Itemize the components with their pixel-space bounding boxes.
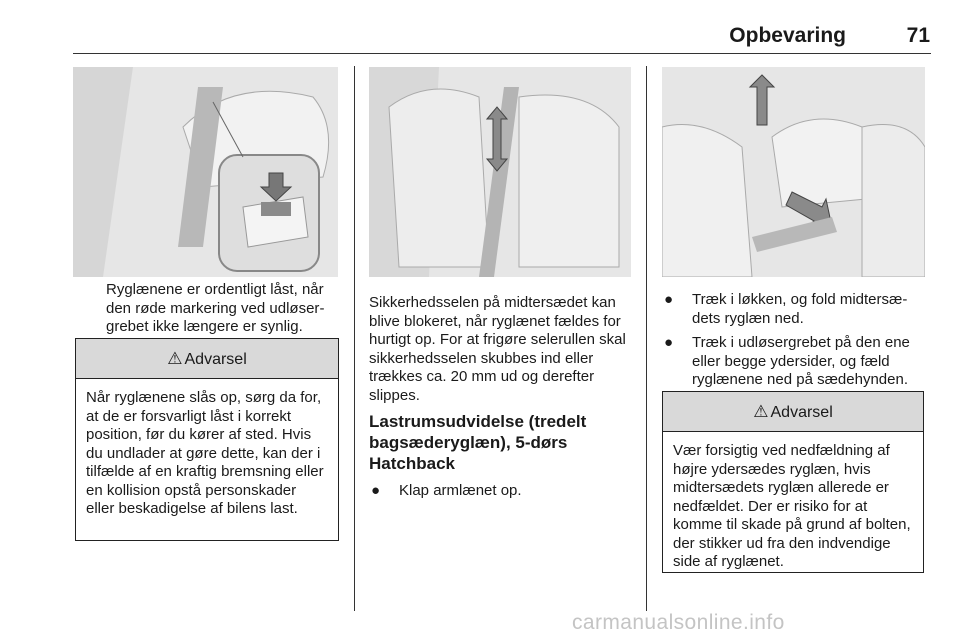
illustration-fold-seatbacks	[662, 67, 925, 277]
warning-body-2: Vær forsigtig ved nedfældning af højre ydersædes ryglæn, hvis midtersædets ryglæn allerede er nedfældet. Der er risiko for at komme til skade på grund af bolten, der stikker ud fra den indvendige side af ryglænet.	[673, 442, 911, 570]
list-item-text: Træk i udløsergrebet på den ene eller begge ydersider, og fæld ryglænene ned på sædehynden.	[692, 334, 910, 388]
list-item-text: Klap armlænet op.	[399, 482, 522, 499]
bullet-icon: ●	[664, 334, 674, 351]
body-paragraph: Sikkerhedsselen på midtersædet kan blive blokeret, når ryglænet fældes for hurtigt op. For at frigøre selerullen skal sikkerhedsselen skubbes ind eller trækkes ca. 20 mm ud og derefter slippes.	[369, 294, 626, 404]
column-divider-1	[354, 66, 355, 611]
page-number: 71	[906, 24, 930, 47]
warning-box-2	[662, 391, 924, 573]
column-divider-2	[646, 66, 647, 611]
list-item	[664, 334, 926, 392]
bullet-icon: ●	[664, 291, 674, 308]
watermark-text: carmanualsonline.info	[572, 611, 785, 634]
section-title: Opbevaring	[729, 24, 846, 47]
list-item-text: Træk i løkken, og fold midtersædets ryglæn ned.	[692, 291, 908, 327]
warning-box-1	[75, 338, 339, 541]
warning-title-1: Advarsel	[184, 351, 247, 368]
illustration-seat-release-indicator	[73, 67, 338, 277]
section-heading: Lastrumsudvidelse (tredelt bagsæderyglæn), 5-dørs Hatchback	[369, 412, 587, 473]
illustration-center-seatbelt	[369, 67, 631, 277]
warning-header-1	[76, 339, 338, 379]
warning-triangle-icon: ⚠	[167, 349, 183, 368]
warning-header-2	[663, 392, 923, 432]
caption-text: Ryglænene er ordentligt låst, når den røde markering ved udløsergrebet ikke længere er synlig.	[106, 281, 325, 335]
warning-triangle-icon: ⚠	[753, 402, 769, 421]
header-rule	[73, 53, 931, 54]
warning-body-1: Når ryglænene slås op, sørg da for, at de er forsvarligt låst i korrekt position, før du kører af sted. Hvis du undlader at gøre dette, kan der i tilfælde af en kraftig bremsning eller en kollision opstå personskader eller beskadigelse af bilens last.	[86, 389, 324, 517]
warning-title-2: Advarsel	[770, 404, 833, 421]
list-item	[371, 482, 631, 502]
bullet-icon: ●	[371, 482, 381, 499]
list-item	[664, 291, 926, 331]
